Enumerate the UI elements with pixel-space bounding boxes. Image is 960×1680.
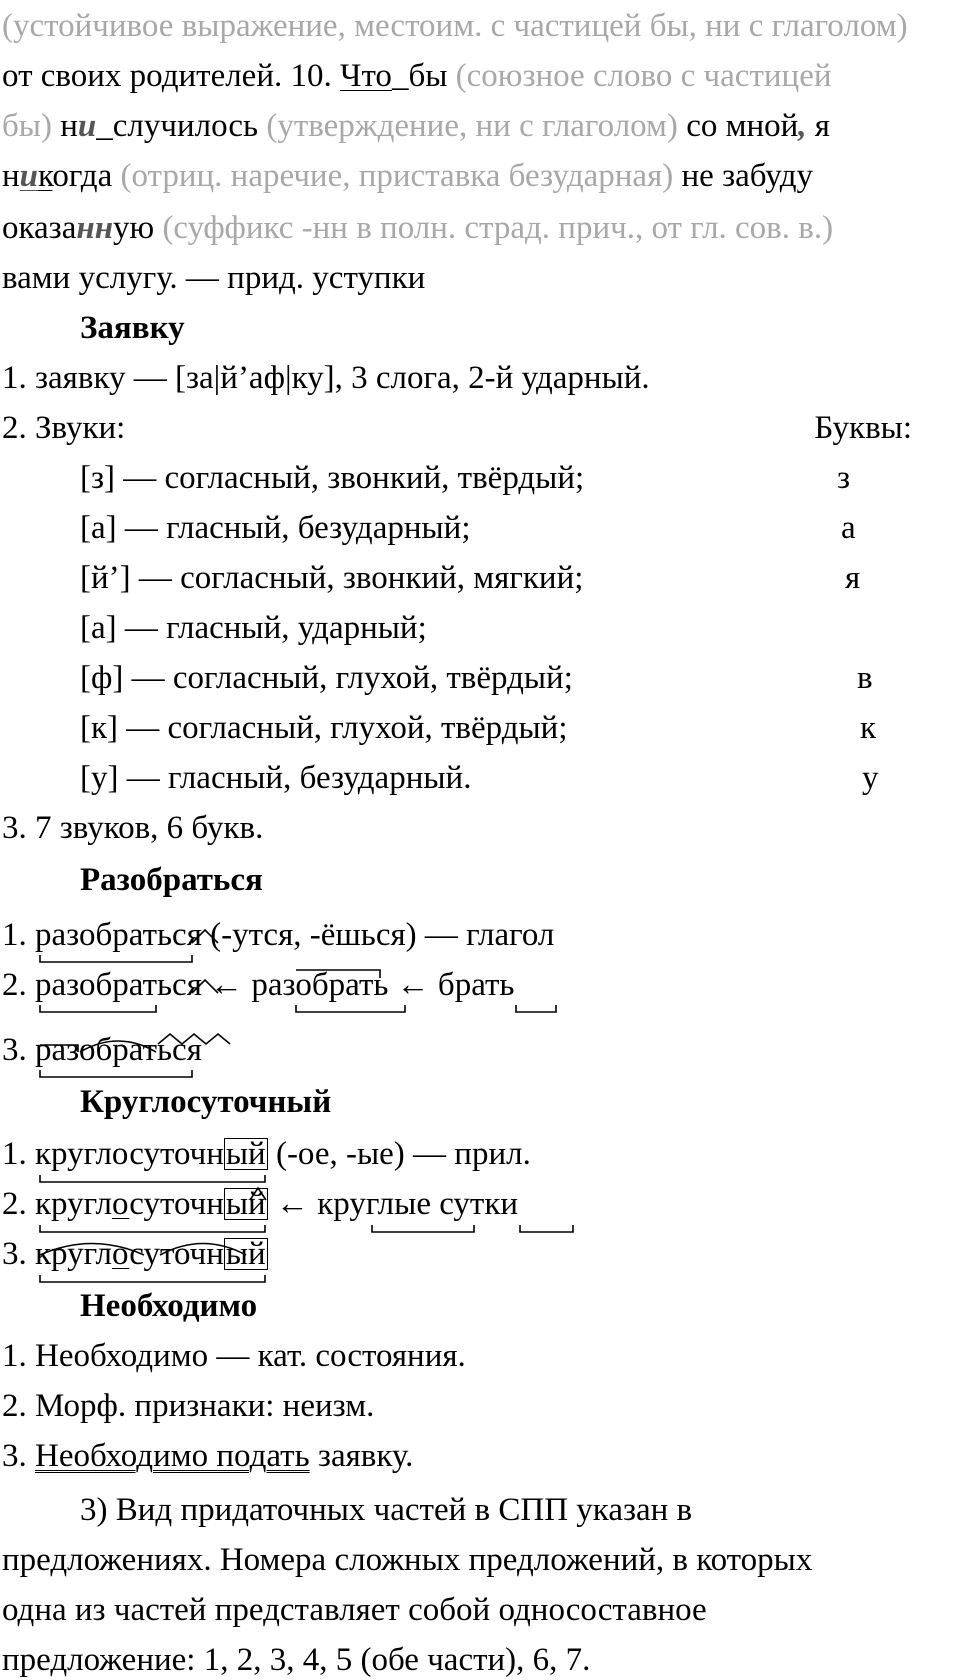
neobkhodimo-line-2: 2. Морф. признаки: неизм. [2, 1388, 375, 1424]
stem-bracket-mark [296, 1005, 405, 1012]
word-root: суточн [129, 1186, 224, 1222]
highlighted-comma: , [798, 108, 807, 144]
text-fragment: со мной [677, 108, 799, 144]
highlighted-suffix: нн [76, 210, 114, 246]
heading-kruglosutochny: Круглосуточный [80, 1084, 332, 1120]
comment-text: (союзное слово с частицей [455, 58, 832, 94]
text-fragment: от своих родителей. 10. [2, 58, 340, 94]
sound-row: [й’] — согласный, звонкий, мягкий; [80, 560, 584, 596]
task3-line-3: одна из частей представляет собой односоставное [2, 1592, 707, 1628]
highlighted-letter: и [19, 158, 39, 194]
sound-row: [а] — гласный, ударный; [80, 610, 427, 646]
connecting-vowel: о [111, 1236, 130, 1272]
word-root: суточн [129, 1236, 224, 1272]
text-fragment: огда [52, 158, 121, 194]
prefix-mark [40, 1045, 78, 1052]
sound-letter: в [857, 660, 873, 696]
task3-line-2: предложениях. Номера сложных предложений, в которых [2, 1542, 813, 1578]
derivation-arrow: ← [267, 1186, 318, 1222]
text-fragment: заявку. [309, 1438, 414, 1474]
stem-bracket-mark [40, 1175, 265, 1182]
root-bracket-mark [372, 1225, 474, 1232]
source-word: сутки [439, 1186, 519, 1222]
zayavku-line-1: 1. заявку — [за|й’аф|ку], 3 слога, 2-й ударный. [2, 360, 650, 396]
parsed-word: разобраться [35, 1032, 202, 1068]
suffix-mark [158, 1034, 230, 1044]
suffix-mark [296, 970, 380, 978]
sound-row: [з] — согласный, звонкий, твёрдый; [80, 460, 585, 496]
text-fragment: вами услугу. — прид. уступки [2, 260, 426, 296]
item-number: 2. [2, 1186, 35, 1222]
item-number: 3. [2, 1438, 35, 1474]
word-ending-box: ый [225, 1136, 266, 1172]
root-arc-mark [40, 1244, 144, 1256]
underlined-letter: к [38, 158, 53, 194]
task3-line-4: предложение: 1, 2, 3, 4, 5 (обе части), 6, 7. [2, 1642, 591, 1678]
letters-label: Буквы: [814, 410, 912, 446]
word-ending-box: ый [225, 1186, 266, 1222]
zayavku-line-3: 3. 7 звуков, 6 букв. [2, 810, 264, 846]
task3-line-1: 3) Вид придаточных частей в СПП указан в [80, 1492, 693, 1528]
heading-neobkhodimo: Необходимо [80, 1288, 258, 1324]
comment-text: (утверждение, ни с глаголом) [266, 108, 678, 144]
zayavku-line-2: 2. Звуки: [2, 410, 126, 446]
word-root: кругл [35, 1236, 112, 1272]
comment-text: (устойчивое выражение, местоим. с частицей бы, ни с глаголом) [2, 8, 908, 44]
sound-row: [у] — гласный, безударный. [80, 760, 472, 796]
parsed-word: разобраться [35, 917, 202, 953]
root-bracket-mark [40, 1005, 156, 1012]
parsed-word: разобраться [35, 967, 202, 1003]
derivation-arrow: ← [388, 967, 438, 1003]
derivation-arrow: ← [201, 967, 252, 1003]
comment-text: (суффикс -нн в полн. страд. прич., от гл. сов. в.) [162, 210, 834, 246]
postfix-mark [192, 980, 218, 993]
text-fragment: _случилось [96, 108, 267, 144]
sound-row: [а] — гласный, безударный; [80, 510, 471, 546]
text-fragment: (-ое, -ые) — прил. [267, 1136, 531, 1172]
item-number: 2. [2, 967, 35, 1003]
stem-bracket-mark [40, 1070, 192, 1077]
root-bracket-mark [520, 1225, 573, 1232]
item-number: 1. [2, 1136, 35, 1172]
comment-text: (отриц. наречие, приставка безударная) [120, 158, 674, 194]
parsed-word: брать [437, 967, 515, 1003]
sound-letter: з [837, 460, 851, 496]
item-number: 1. [2, 917, 35, 953]
stem-bracket-mark [40, 1225, 265, 1232]
neobkhodimo-line-1: 1. Необходимо — кат. состояния. [2, 1338, 466, 1374]
text-fragment: оказа [2, 210, 77, 246]
sound-letter: к [860, 710, 877, 746]
comment-text: бы) [2, 108, 52, 144]
text-fragment: я [806, 108, 830, 144]
item-number: 3. [2, 1236, 35, 1272]
parsed-word: разобрать [251, 967, 389, 1003]
heading-razobratsya: Разобраться [80, 862, 263, 898]
word-stem: круглосуточн [35, 1136, 224, 1172]
text-fragment: н [51, 108, 78, 144]
sound-letter: а [841, 510, 856, 546]
postfix-mark [192, 930, 218, 943]
text-fragment: _бы [391, 58, 456, 94]
sound-row: [к] — согласный, глухой, твёрдый; [80, 710, 568, 746]
word-root: кругл [35, 1186, 112, 1222]
sound-letter: я [845, 560, 861, 596]
text-fragment: (-утся, -ёшься) — глагол [201, 917, 555, 953]
item-number: 3. [2, 1032, 35, 1068]
root-bracket-mark [516, 1005, 556, 1012]
text-fragment: не забуду [673, 158, 813, 194]
sound-letter: у [862, 760, 879, 796]
root-arc-mark [80, 1041, 156, 1052]
connecting-vowel: о [111, 1186, 130, 1222]
source-word: круглые [317, 1186, 431, 1222]
stem-bracket-mark [40, 1275, 265, 1282]
underlined-word: Что [340, 58, 392, 94]
word-ending-box: ый [225, 1236, 266, 1272]
text-fragment: н [2, 158, 20, 194]
text-fragment: ую [113, 210, 163, 246]
predicate-double-underline: Необходимо подать [35, 1438, 310, 1474]
suffix-mark [250, 1188, 266, 1200]
stem-bracket-mark [40, 955, 192, 962]
highlighted-letter: и [77, 108, 97, 144]
heading-zayavku: Заявку [80, 310, 185, 346]
root-arc-mark [160, 1244, 246, 1256]
sound-row: [ф] — согласный, глухой, твёрдый; [80, 660, 573, 696]
